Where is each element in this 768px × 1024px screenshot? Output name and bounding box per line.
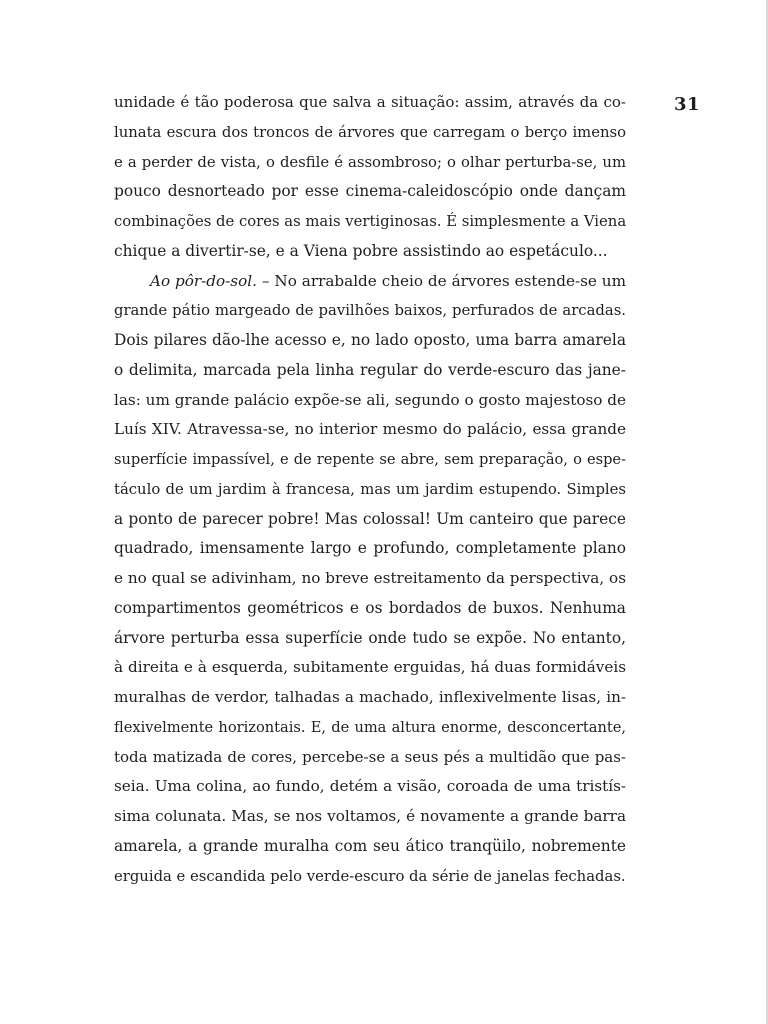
text-line: sima colunata. Mas, se nos voltamos, é novamente a grande barra <box>114 807 626 825</box>
text-line: superfície impassível, e de repente se abre, sem preparação, o espe- <box>114 451 626 468</box>
text-line: unidade é tão poderosa que salva a situação: assim, através da co- <box>114 93 626 111</box>
text-line: las: um grande palácio expõe-se ali, segundo o gosto majestoso de <box>114 390 626 409</box>
text-line: e no qual se adivinham, no breve estreitamento da perspectiva, os <box>114 569 626 587</box>
text-line: chique a divertir-se, e a Viena pobre assistindo ao espetáculo... <box>114 241 608 260</box>
text-line: o delimita, marcada pela linha regular do verde-escuro das jane- <box>114 360 626 379</box>
text-line: seia. Uma colina, ao fundo, detém a visão, coroada de uma tristís- <box>114 777 626 796</box>
text-line: flexivelmente horizontais. E, de uma altura enorme, desconcertante, <box>114 718 626 736</box>
paragraph-1 <box>114 88 626 267</box>
text-line: toda matizada de cores, percebe-se a seus pés a multidão que pas- <box>114 747 626 766</box>
text-line: lunata escura dos troncos de árvores que carregam o berço imenso <box>114 123 626 141</box>
text-line: erguida e escandida pelo verde-escuro da série de janelas fechadas. <box>114 867 626 885</box>
text-line <box>114 267 626 297</box>
text-line: Dois pilares dão-lhe acesso e, no lado oposto, uma barra amarela <box>114 331 626 349</box>
text-line: táculo de um jardim à francesa, mas um jardim estupendo. Simples <box>114 480 626 498</box>
text-line: grande pátio margeado de pavilhões baixos, perfurados de arcadas. <box>114 302 626 320</box>
text-line: Luís XIV. Atravessa-se, no interior mesmo do palácio, essa grande <box>114 420 626 439</box>
heading-line-rest: – No arrabalde cheio de árvores estende-se um <box>256 271 626 290</box>
body-text <box>114 88 626 891</box>
text-line: árvore perturba essa superfície onde tudo se expõe. No entanto, <box>114 628 626 647</box>
text-line: à direita e à esquerda, subitamente erguidas, há duas formidáveis <box>114 658 626 677</box>
page-number: 31 <box>674 94 701 115</box>
text-line: amarela, a grande muralha com seu ático tranqüilo, nobremente <box>114 836 626 855</box>
paragraph-2 <box>114 267 626 892</box>
text-line: muralhas de verdor, talhadas a machado, inflexivelmente lisas, in- <box>114 688 626 706</box>
text-line: e a perder de vista, o desfile é assombroso; o olhar perturba-se, um <box>114 153 626 171</box>
text-line: combinações de cores as mais vertiginosas. É simplesmente a Viena <box>114 213 627 230</box>
text-line: pouco desnorteado por esse cinema-caleidoscópio onde dançam <box>114 182 626 201</box>
text-line: quadrado, imensamente largo e profundo, completamente plano <box>114 539 626 558</box>
text-line: a ponto de parecer pobre! Mas colossal! Um canteiro que parece <box>114 509 626 528</box>
text-line: compartimentos geométricos e os bordados de buxos. Nenhuma <box>114 598 626 617</box>
section-heading: Ao pôr-do-sol. <box>150 271 257 290</box>
